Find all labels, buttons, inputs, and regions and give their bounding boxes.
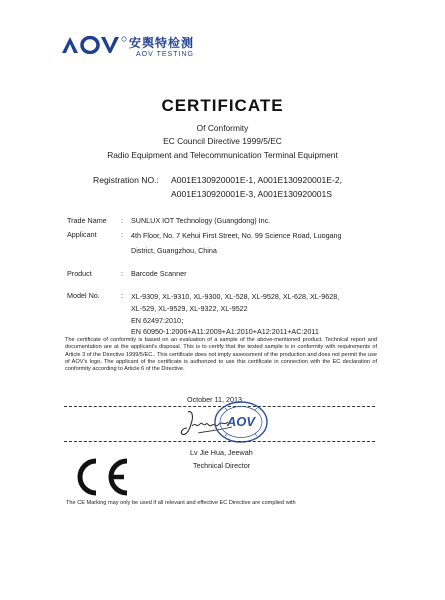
model-value-line-1: XL-9309, XL-9310, XL-9300, XL-528, XL-9528, XL-628, XL-9628, — [131, 292, 340, 301]
product-colon: : — [121, 269, 123, 278]
model-colon: : — [121, 291, 123, 300]
certificate-subtitle-2: EC Council Directive 1999/5/EC — [163, 136, 282, 146]
certificate-subtitle-1: Of Conformity — [196, 123, 249, 133]
product-label: Product — [67, 269, 92, 278]
signer-title: Technical Director — [193, 461, 251, 470]
certificate-date: October 11, 2013 — [187, 395, 243, 404]
logo-text — [129, 37, 194, 59]
lower-dashed-divider — [64, 441, 375, 442]
logo-english-name: AOV TESTING — [136, 51, 194, 58]
certificate-subtitle-3: Radio Equipment and Telecommunication Terminal Equipment — [107, 150, 338, 160]
conformity-statement: The certificate of conformity is based on an evaluation of a sample of the above-mentioned product. Technical report and documentation are at the applicant's disposal. This is to certify that the tested sample is in conformity with requirements of Article 3 of the Directive 1999/5/EC.. This certificate does not imply assessment of the production and does not permit the use of AOV's logo. The applicant of the certificate is authorized to use this certificate in connection with the EC declaration of conformity according to Article 6 of the Directive. — [65, 337, 377, 373]
ce-mark-icon — [72, 458, 130, 501]
registration-number-line-2: A001E130920001E-3, A001E130920001S — [171, 189, 333, 199]
aov-logo-icon — [62, 36, 128, 54]
signer-name: Lv Jie Hua, Jeewah — [190, 448, 253, 457]
applicant-value-line-2: District, Guangzhou, China — [131, 246, 217, 255]
logo-chinese-name: 安舆特检测 — [129, 36, 195, 50]
model-label: Model No. — [67, 291, 100, 300]
model-value-line-2: XL-529, XL-9529, XL-9322, XL-9522 — [131, 304, 248, 313]
trade-name-value: SUNLUX IOT Technology (Guangdong) Inc. — [131, 216, 271, 225]
applicant-value-line-1: 4th Floor, No. 7 Kehui First Street, No. 99 Science Road, Luogang — [131, 231, 342, 240]
registration-number-line-1: A001E130920001E-1, A001E130920001E-2, — [171, 175, 343, 185]
standard-line-1: EN 62497:2010； — [131, 316, 189, 325]
product-value: Barcode Scanner — [131, 269, 187, 278]
applicant-colon: : — [121, 230, 123, 239]
standard-line-2: EN 60950-1:2006+A11:2009+A1:2010+A12:2011+AC:2011 — [131, 327, 319, 336]
ce-marking-note: The CE Marking may only be used if all relevant and effective EC Directive are complied with — [66, 500, 296, 506]
trade-name-label: Trade Name — [67, 216, 107, 225]
applicant-label: Applicant — [67, 230, 97, 239]
trade-name-colon: : — [121, 216, 123, 225]
certificate-title: CERTIFICATE — [161, 96, 284, 115]
svg-text:AOV: AOV — [226, 414, 256, 429]
registration-label: Registration NO.: — [93, 175, 159, 185]
